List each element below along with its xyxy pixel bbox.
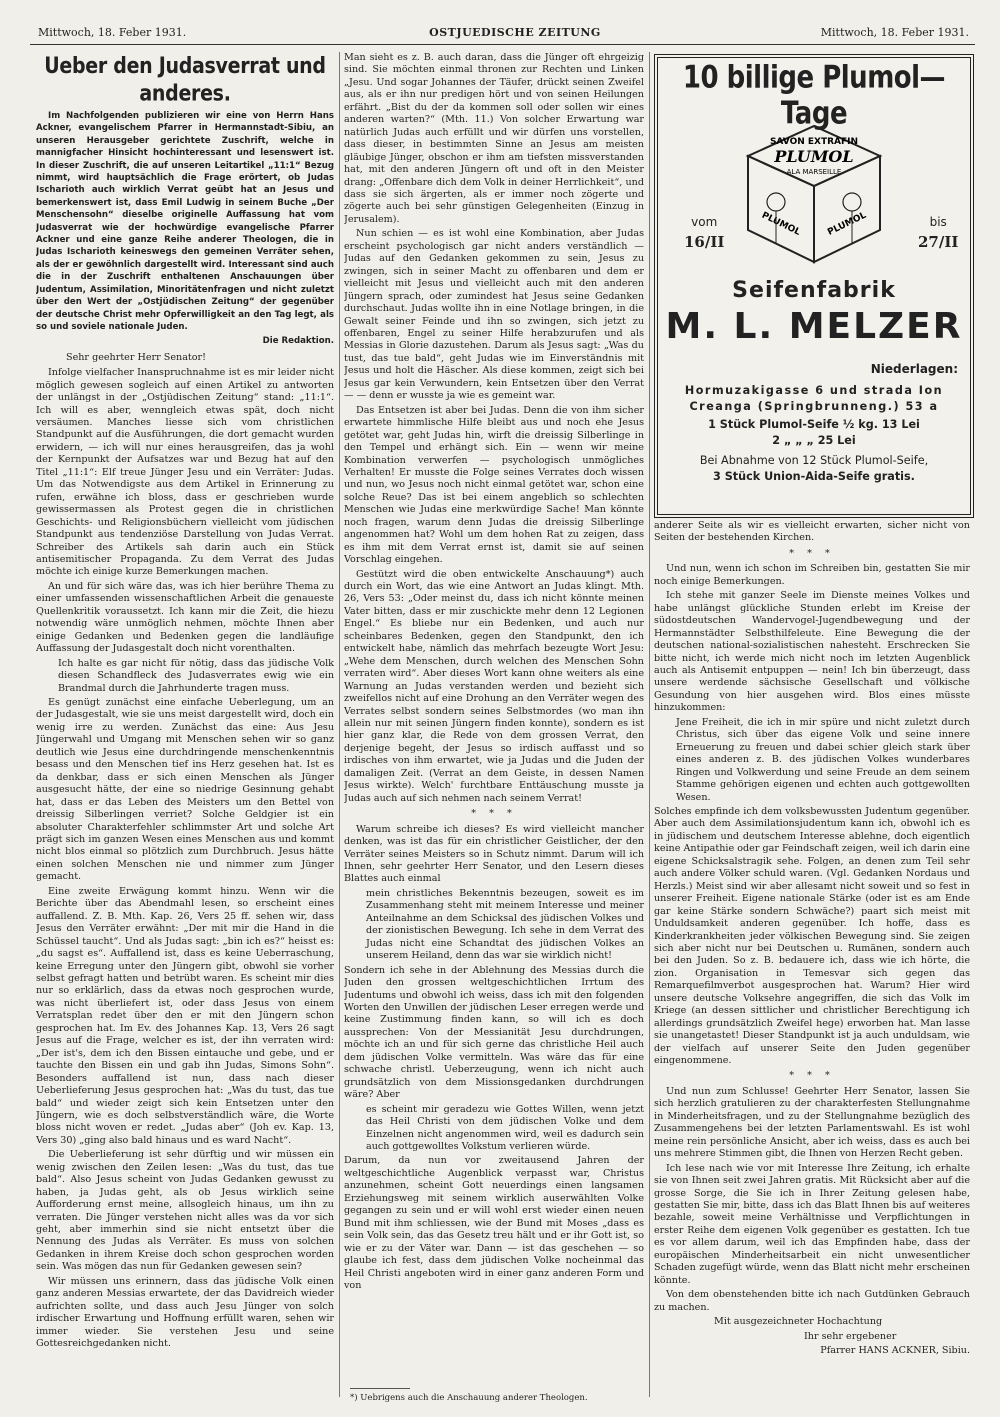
ad-to-label: bis [929,215,947,229]
editorial-intro-text: Im Nachfolgenden publizieren wir eine von Herrn Hans Ackner, evangelischem Pfarrer in Hermannstadt-Sibiu, an unseren Herausgeber gerichtete Zuschrift, welche in mannigfacher Hinsicht hochinteressant und lesenswert ist. In dieser Zuschrift, die auf unseren Leitartikel „11:1“ Bezug nimmt, wird hauptsächlich die Frage erörtert, ob Judas Ischarioth auch wirklich Verrat geübt hat an Jesus und bemerkenswert ist, dass Emil Ludwig in seinem Buche „Der Menschensohn“ dieselbe originelle Auffassung hat vom Judasverrat wie der hochwürdige evangelische Pfarrer Ackner und eine ganze Reihe anderer Theologen, die in Judas Ischarioth keineswegs den gemeinen Verräter sehen, als der er gewöhnlich dargestellt wird. Interessant sind auch die in der Zuschrift enthaltenen Anschauungen über Judentum, Assimilation, Minoritätenfragen und nicht zuletzt über den Wert der „Ostjüdischen Zeitung“ der gegenüber der deutsche Christ mehr Opferwilligkeit an den Tag legt, als so und soviele nationale Juden. [36,111,334,332]
ad-niederlagen: Niederlagen: [870,362,958,376]
paragraph: Von dem obenstehenden bitte ich nach Gutdünken Gebrauch zu machen. [654,1289,970,1313]
box-sub-text: ALA MARSEILLE [786,168,842,176]
closing-line-2: Ihr sehr ergebener [804,1330,897,1342]
soap-box-illustration [740,118,888,268]
article-title: Ueber den Judasverrat und anderes. [44,53,326,107]
paragraph: Ich halte es gar nicht für nötig, dass das jüdische Volk diesen Schandfleck des Judasverrates ewig wie ein Brandmal durch die Jahrhunderte tragen muss. [58,657,334,694]
paragraph: Gestützt wird die oben entwickelte Anschauung*) auch durch ein Wort, das wie eine Antwort an Judas klingt. Mth. 26, Vers 53: „Oder meinst du, dass ich nicht könnte meinen Vater bitten, dass er mir zuschickte mehr denn 12 Legionen Engel.“ Es bliebe nur ein Bedenken, und auch nur scheinbares Bedenken, gegen den Standpunkt, den ich entwickelt habe, nämlich das mehrfach bezeugte Wort Jesu: „Wehe dem Menschen, durch welchen des Menschen Sohn verraten wird“. Aber dieses Wort kann ohne weiters als eine Warnung an Judas verstanden werden und bezieht sich zweifellos nicht auf eine Drohung an den Verräter wegen des Verrates selbst sondern seines Selbstmordes (wo man ihn allein nur mit seinen Jüngern finden konnte), sondern es ist hier ganz klar, die Rede von dem grossen Verrat, den derjenige begeht, der Jesus so irdisch auffasst und so irdisches von ihm erwartet, wie ja Judas und die Juden der damaligen Zeit. (Verrat an dem Geiste, in dessen Namen Jesus wirkte). Welch' furchtbare Enttäuschung musste ja Judas auch auf sich nehmen nach seinem Verrat! [344,568,644,804]
header-date-left: Mittwoch, 18. Feber 1931. [38,26,187,39]
paragraph: Sondern ich sehe in der Ablehnung des Messias durch die Juden den grossen weltgeschichtlichen Irrtum des Judentums und obwohl ich weiss, dass ich mit den folgenden Worten den Unwillen der jüdischen Leser erregen werde und keine Zustimmung finden kann, so will ich es doch aussprechen: Von der Messianität Jesu durchdrungen, möchte ich an und für sich gerne das christliche Heil auch dem jüdischen Volke vermitteln. Was wäre das für eine schwache christl. Ueberzeugung, wenn ich nicht auch grundsätzlich von dem Missionsgedanken durchdrungen wäre? Aber [344,964,644,1101]
paragraph: Die Ueberlieferung ist sehr dürftig und wir müssen ein wenig zwischen den Zeilen lesen: „Was du tust, das tue bald“. Also Jesus scheint von Judas Gedanken gewusst zu haben, ja Judas geht, als ob Jesus wirklich seine Aufforderung ernst meine, allsogleich hinaus, um ihn zu verraten. Die Jünger verstehen nicht alles was da vor sich geht, aber immerhin sind sie nicht entsetzt über die Nennung des Judas als Verräter. Es muss von solchen Gedanken in ihrem Kreise doch schon gesprochen worden sein. Was mögen das nun für Gedanken gewesen sein? [36,1149,334,1273]
ad-price-1: 1 Stück Plumol-Seife ½ kg. 13 Lei [708,418,920,431]
closing-line: Mit ausgezeichneter Hochachtung [714,1316,883,1328]
signature: Pfarrer HANS ACKNER, Sibiu. [820,1345,970,1356]
paragraph: Eine zweite Erwägung kommt hinzu. Wenn wir die Berichte über das Abendmahl lesen, so erscheint eines auffallend. Z. B. Mth. Kap. 26, Vers 25 ff. sehen wir, dass Jesus den Verräter erwähnt: „Der mit mir die Hand in die Schüssel taucht“. Und als Judas sagt: „bin ich es?“ heisst es: „du sagst es“. Auffallend ist, dass es keine Ueberraschung, keine Erregung unter den Jüngern gibt, obwohl sie vorher selbst gefragt hatten und betrübt waren. Es scheint mir dies nur so erklärlich, dass da etwas noch gesprochen wurde, was nicht überliefert ist, oder dass Jesus von einem Verratsplan redet über den er mit den Jüngern schon gesprochen hat. Im Ev. des Johannes Kap. 13, Vers 26 sagt Jesus auf die Frage, welcher es ist, der ihn verraten wird: „Der ist's, dem ich den Bissen eintauche und gebe, und er tauchte den Bissen ein und gab ihn Judas, Simons Sohn“. Besonders auffallend ist nun, dass nach dieser Ueberlieferung Jesus gesprochen hat: „Was du tust, das tue bald“ und wieder zeigt sich kein Entsetzen unter den Jüngern, wie es doch selbstverständlich wäre, die Worte bloss nicht woven er redet. „Judas aber“ (Joh ev. Kap. 13, Vers 30) „ging also bald hinaus und es ward Nacht“. [36,885,334,1146]
newspaper-title: OSTJUEDISCHE ZEITUNG [429,26,601,39]
column-rule-1 [339,52,340,1397]
ad-to-date [918,212,958,253]
ad-from-label: vom [691,215,718,229]
column-rule-2 [649,52,650,1397]
editorial-sign: Die Redaktion. [262,336,334,347]
paragraph: Ich lese nach wie vor mit Interesse Ihre Zeitung, ich erhalte sie von Ihnen seit zwei Jahren gratis. Mit Rücksicht aber auf die grosse Sorge, die Sie ich in Ihrer Zeitung gelesen habe, gestatten Sie mir, bitte, dass ich das Blatt Ihnen bis auf weiteres bezahle, soweit meine Verhältnisse und Verpflichtungen in erster Reihe dem eigenen Volk gegenüber es gestatten. Ich tue es vor allem darum, weil ich das Empfinden habe, dass der europäischen Minderheitsarbeit ein nicht unwesentlicher Schaden zugefügt würde, wenn das Blatt nicht mehr erscheinen könnte. [654,1162,970,1286]
box-top-text: SAVON EXTRAFIN [769,137,859,147]
ad-address-2 [668,400,960,414]
editorial-intro [36,110,334,333]
paragraph: Man sieht es z. B. auch daran, dass die Jünger oft ehrgeizig sind. Sie möchten einmal thronen zur Rechten und Linken „Jesu. Und sogar Johannes der Täufer, drückt seinen Zweifel aus, als er ihn nur predigen hört und von seinen Heilungen erfährt. „Bist du der da kommen soll oder sollen wir eines anderen warten?“ (Mth. 11.) Von solcher Erwartung war natürlich Judas auch erfüllt und wir dürfen uns vorstellen, dass dieser, in bestimmten Sinne an Jesus am meisten gläubige Jünger, obschon er ihm am tiefsten missverstanden hat, mit den anderen Jüngern oft und oft in den Meister drang: „Offenbare dich dem Volk in deiner Herrlichkeit“, und dass sie sich ärgerten, als er immer noch zögerte und zögerte auch bei sehr günstigen Gelegenheiten (Einzug in Jerusalem). [344,52,644,225]
indented-paragraph: es scheint mir geradezu wie Gottes Willen, wenn jetzt das Heil Christi von dem jüdischen Volke und dem Einzelnen nicht angenommen wird, weil es dadurch sein auch gottgewolltes Volkstum verlieren würde. [366,1103,644,1152]
paragraph: Darum, da nun vor zweitausend Jahren der weltgeschichtliche Augenblick verpasst war, Christus anzunehmen, scheint Gott neuerdings einen langsamen Erziehungsweg mit seinem wirklich auserwählten Volke gegangen zu sein und er will wohl erst wieder einen neuen Bund mit ihm schliessen, wie der Bund mit Moses „dass es sein Volk sein, das das Gesetz treu hält und er ihr Gott ist, so wie er zu der Väter war. Dann — ist das geschehen — so glaube ich fest, dass dem jüdischen Volke nocheinmal das Heil Christi angeboten wird in einer ganz anderen Form und von [344,1155,644,1291]
header-date-right: Mittwoch, 18. Feber 1931. [820,26,969,39]
paragraph: Das Entsetzen ist aber bei Judas. Denn die von ihm sicher erwartete himmlische Hilfe bleibt aus und noch ehe Jesus getötet war, geht Judas hin, wirft die dreissig Silberlinge in den Tempel und erhängt sich. Ein — wenn wir meine Kombination verwerfen — psychologisch unmögliches Verhalten! Er musste die Folge seines Verrates doch wissen und nun, wo Jesus noch nicht einmal getötet war, schon eine solche Reue? Das ist bei einem angeblich so schlechten Menschen wie Judas eine merkwürdige Sache! Man könnte noch fragen, warum denn Judas die dreissig Silberlinge angenommen hat? Wohl um dem hohen Rat zu zeigen, dass es ihm mit dem Verrat ernst ist, damit sie auf seinen Vorschlag eingehen. [344,404,644,566]
paragraph: Es genügt zunächst eine einfache Ueberlegung, um an der Judasgestalt, wie sie uns meist dargestellt wird, doch ein wenig irre zu werden. Zunächst das eine: Aus Jesu Jüngerwahl und Umgang mit Menschen sehen wir so ganz deutlich wie Jesus eine durchdringende menschenkenntnis besass und den Menschen tief ins Herz gesehen hat. Ist es da denkbar, dass er sich einen Menschen als Jünger ausgesucht hätte, der eine so niedrige Gesinnung gehabt hat, dass er das Leben des Meisters um den Bettel von dreissig Silberlingen verriet? Solche Geldgier ist ein absoluter Charakterfehler schlimmster Art und solche Art prägt sich im ganzen Wesen eines Menschen aus und kommt nicht blos einmal so plötzlich zum Durchbruch. Jesus hätte einen solchen Menschen nie und nimmer zum Jünger gemacht. [36,697,334,883]
paragraph: Und nun zum Schlusse! Geehrter Herr Senator, lassen Sie sich herzlich gratulieren zu der charakterfesten Stellungnahme in Minderheitsfragen, und zu der Stellungnahme bezüglich des Zusammengehens bei der letzten Parlamentswahl. Es ist wohl meine rein persönliche Ansicht, aber ich weiss, dass es auch bei uns mehrere Stimmen gibt, die Ihnen von Herzen Recht geben. [654,1085,970,1160]
paragraph: Wir müssen uns erinnern, dass das jüdische Volk einen ganz anderen Messias erwartete, der das Davidreich wieder aufrichten sollte, und dass auch Jesu Jünger von solch irdischer Erwartung und Hoffnung erfüllt waren, sehen wir immer wieder. Sie verstehen Jesu und seine Gottesreichgedanken nicht. [36,1275,334,1350]
ad-offer-1: Bei Abnahme von 12 Stück Plumol-Seife, [699,454,929,467]
box-side-text-right: PLUMOL [826,210,869,238]
page-header [30,22,975,45]
ad-from-value: 16/II [684,233,725,251]
ad-to-value: 27/II [918,233,959,251]
salutation: Sehr geehrter Herr Senator! [66,351,206,363]
section-divider: * * * [471,808,517,820]
ad-title: 10 billige Plumol—Tage [682,60,946,132]
ad-soap-factory: Seifenfabrik [732,278,896,303]
indented-paragraph: Jene Freiheit, die ich in mir spüre und nicht zuletzt durch Christus, sich über das eigene Volk und seine innere Erneuerung zu freuen und dabei schier gleich stark über eines anderen z. B. des jüdischen Volkes wunderbares Ringen und Volkwerdung und seine Freude an dem seinem Stamme gehörigen eigenen und echten auch gottgewollten Wesen. [676,716,970,803]
section-divider: * * * [789,547,835,559]
ad-address-1-text: Hormuzakigasse 6 und strada Ion [684,384,944,397]
ad-address-2-text: Creanga (Springbrunneng.) 53 a [689,400,939,413]
section-divider: * * * [789,1070,835,1082]
footnote: *) Uebrigens auch die Anschauung anderer Theologen. [350,1393,588,1403]
indented-paragraph: mein christliches Bekenntnis bezeugen, soweit es im Zusammenhang steht mit meinem Interesse und meiner Anteilnahme an dem Schicksal des jüdischen Volkes und der zionistischen Bewegung. Ich sehe in dem Verrat des Judas nicht eine Schandtat des jüdischen Volkes an unserem Heiland, denn das war sie wirklich nicht! [366,887,644,962]
article-column-2 [344,52,644,1392]
paragraph: Solches empfinde ich dem volksbewussten Judentum gegenüber. Aber auch dem Assimilationsjudentum kann ich, obwohl ich es in jüdischem und deutschem Interesse ablehne, doch eigentlich keine Antipathie oder gar Feindschaft zeigen, weil ich darin eine eigene Schicksalstragik sehe. Folgen, an denen zum Teil sehr auch andere Völker schuld waren. (Vgl. Gedanken Nordaus und Herzls.) Meist sind wir aber allesamt nicht soweit und so fest in unserer Freiheit. Eigene nationale Stärke (oder ist es am Ende gar keine Stärke sondern Schwäche?) paart sich meist mit Unduldsamkeit anderen gegenüber. Ich hoffe, dass es Kinderkrankheiten jeder völkischen Bewegung sind. Sie zeigen sich aber nicht nur bei Deutschen u. Rumänen, sondern auch bei den Juden. So z. B. bedauere ich, dass wie ich hörte, die zion. Organisation in Temesvar sich gegen das Remarquefilmverbot ausgesprochen hat. Warum? Hier wird unsere deutsche Volksehre angegriffen, die sich das Volk im Kriege (an dessen sittlicher und christlicher Berechtigung ich allerdings grundsätzlich Zweifel hege) erworben hat. Man lasse sie unangetastet! Dieser Standpunkt ist ja auch unduldsam, wie der vielfach auf unserer Seite den Juden gegenüber eingenommene. [654,805,970,1067]
footnote-rule [350,1388,410,1389]
paragraph: anderer Seite als wir es vielleicht erwarten, sicher nicht von Seiten der bestehenden Kirchen. [654,520,970,544]
ad-from-date [684,212,724,253]
article-column-3 [654,520,970,1400]
newspaper-page [30,22,975,1407]
ad-address-1 [668,384,960,398]
ad-offer-2: 3 Stück Union-Aida-Seife gratis. [713,470,915,483]
paragraph: Und nun, wenn ich schon im Schreiben bin, gestatten Sie mir noch einige Bemerkungen. [654,563,970,587]
ad-price-2: 2 „ „ „ 25 Lei [772,434,856,447]
paragraph: An und für sich wäre das, was ich hier berühre Thema zu einer umfassenden wissenschaftlichen Arbeit die genaueste Quellenkritik voraussetzt. Ich kann mir die Zeit, die hiezu notwendig wäre unmöglich nehmen, möchte Ihnen aber einige Gedanken und Bedenken gegen die landläufige Auffassung der Judasgestalt doch nicht vorenthalten. [36,580,334,655]
paragraph: Infolge vielfacher Inanspruchnahme ist es mir leider nicht möglich gewesen sogleich auf einen Artikel zu antworten der unlängst in der „Ostjüdischen Zeitung“ stand: „11:1“. Ich will es aber, wenngleich etwas spät, doch nicht versäumen. Manches liesse sich vom christlichen Standpunkt auf die Ausführungen, die dort gemacht wurden erwidern, — ich will nur eines herausgreifen, das ja wohl der Kernpunkt der Aufsatzes war und Bezug hat auf den Titel „11:1“: Elf treue Jünger Jesu und ein Verräter: Judas. Um das Notwendigste aus dem Artikel in Erinnerung zu rufen, erwähne ich bloss, dass er geschrieben wurde gewissermassen als Protest gegen die in christlichen Geschichts- und Religionsbüchern vielleicht vom jüdischen Standpunkt aus tendenziöse Darstellung von Judas Verrat. Schreiber des Artikels sah darin auch ein Stück antisemitischer Propaganda. Zu dem Verrat des Judas möchte ich einige kurze Bemerkungen machen. [36,367,334,578]
plumol-advertisement [654,54,974,518]
paragraph: Warum schreibe ich dieses? Es wird vielleicht mancher denken, was ist das für ein christlicher Geistlicher, der den Verräter seines Meisters so in Schutz nimmt. Darum will ich Ihnen, sehr geehrter Herr Senator, und den Lesern dieses Blattes auch einmal [344,823,644,885]
paragraph: Nun schien — es ist wohl eine Kombination, aber Judas erscheint psychologisch gar nicht anders verständlich — Judas auf den Gedanken gekommen zu sein, Jesus zu zwingen, sich in seiner Macht zu offenbaren und dem er vielleicht mit Jesus und vielleicht auch mit den anderen Jüngern sprach, oder zumindest hat Jesus seine Gedanken durchschaut. Judas wollte ihn in eine Notlage bringen, in die Gewalt seiner Feinde und ihn so zwingen, sich jetzt zu offenbaren, Engel zu seiner Hilfe herabzurufen und als Messias in Glorie dazustehen. Darum als Jesus sagt: „Was du tust, das tue bald“, geht Judas wie im Einverständnis mit Jesus und holt die Häscher. Als diese kommen, zeigt sich bei Jesus gar kein Verwundern, kein Entsetzen über den Verrat — — denn er wusste ja wie es gemeint war. [344,228,644,402]
ad-company-name: M. L. MELZER [665,306,963,347]
paragraph: Ich stehe mit ganzer Seele im Dienste meines Volkes und habe unlängst glückliche Stunden erlebt im Kreise der südostdeutschen Wandervogel-Jugendbewegung und der Hermannstädter Selbsthilfeleute. Eine Bewegung die der deutschen national-sozialistischen nahesteht. Erschrecken Sie bitte nicht, ich werde mich nicht noch im letzten Augenblick auch als Antisemit entpuppen — nein! Ich bin überzeugt, dass unsere werdende sächsische Gesellschaft und völkische Gesundung von hier ausgehen wird. Blos eines müsste hinzukommen: [654,590,970,714]
box-brand-text: PLUMOL [774,147,854,166]
article-column-1 [36,52,334,1402]
box-side-text-left: PLUMOL [759,210,802,238]
